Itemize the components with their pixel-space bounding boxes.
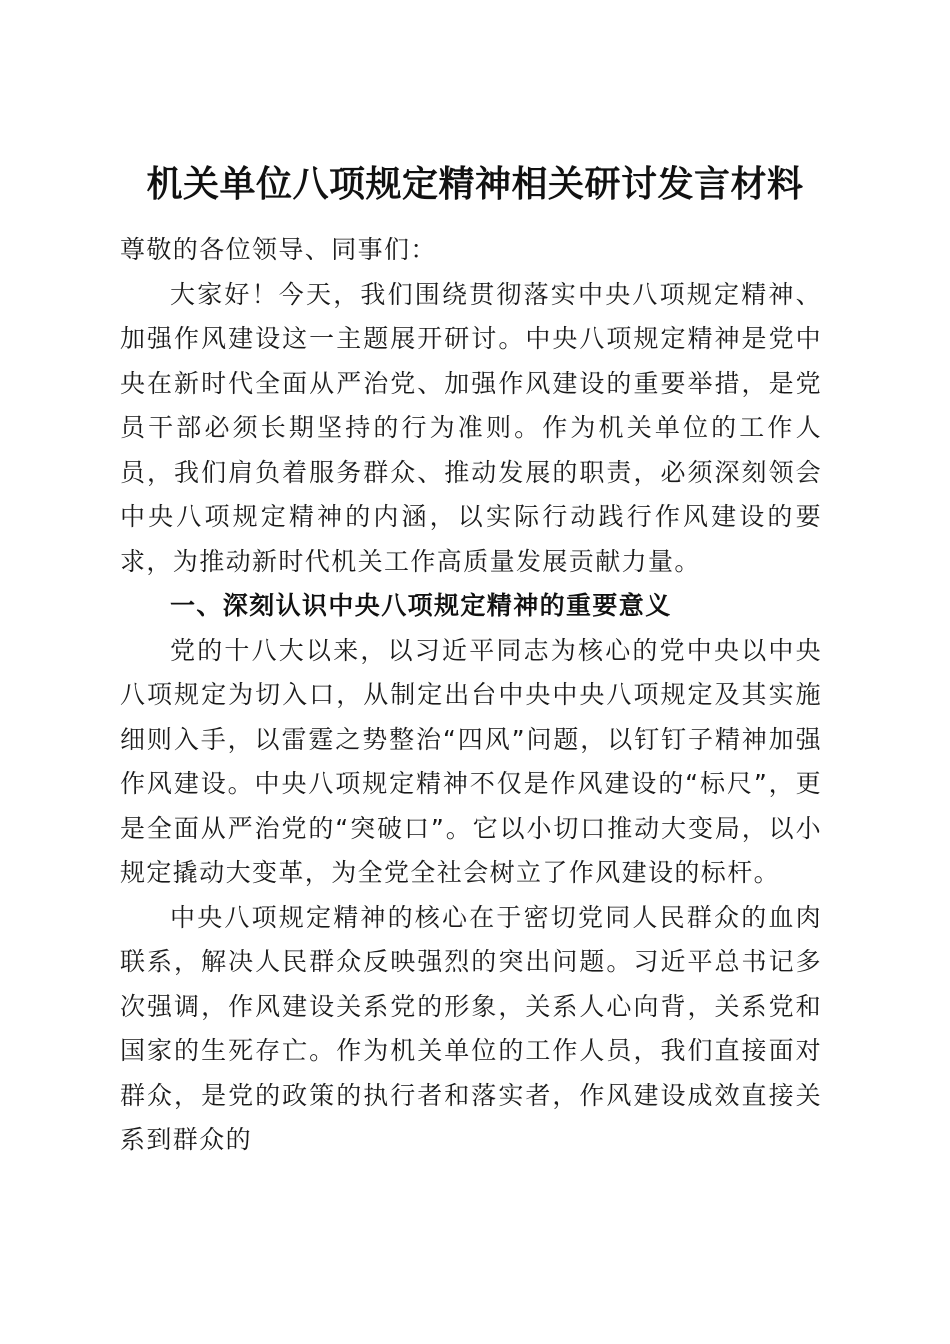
salutation: 尊敬的各位领导、同事们： bbox=[120, 235, 437, 264]
document-title: 机关单位八项规定精神相关研讨发言材料 bbox=[146, 163, 804, 206]
document-body bbox=[120, 228, 822, 1163]
section-heading-1: 一、深刻认识中央八项规定精神的重要意义 bbox=[170, 591, 672, 620]
section1-paragraph-1: 党的十八大以来，以习近平同志为核心的党中央以中央八项规定为切入口，从制定出台中央中央八项规定及其实施细则入手，以雷霆之势整治“四风”问题，以钉钉子精神加强作风建设。中央八项规定精神不仅是作风建设的“标尺”，更是全面从严治党的“突破口”。它以小切口推动大变局，以小规定撬动大变革，为全党全社会树立了作风建设的标杆。 bbox=[120, 635, 822, 887]
intro-paragraph: 大家好！今天，我们围绕贯彻落实中央八项规定精神、加强作风建设这一主题展开研讨。中央八项规定精神是党中央在新时代全面从严治党、加强作风建设的重要举措，是党员干部必须长期坚持的行为准则。作为机关单位的工作人员，我们肩负着服务群众、推动发展的职责，必须深刻领会中央八项规定精神的内涵，以实际行动践行作风建设的要求，为推动新时代机关工作高质量发展贡献力量。 bbox=[120, 279, 822, 576]
section1-paragraph-2: 中央八项规定精神的核心在于密切党同人民群众的血肉联系，解决人民群众反映强烈的突出问题。习近平总书记多次强调，作风建设关系党的形象，关系人心向背，关系党和国家的生死存亡。作为机关单位的工作人员，我们直接面对群众，是党的政策的执行者和落实者，作风建设成效直接关系到群众的 bbox=[120, 902, 822, 1154]
